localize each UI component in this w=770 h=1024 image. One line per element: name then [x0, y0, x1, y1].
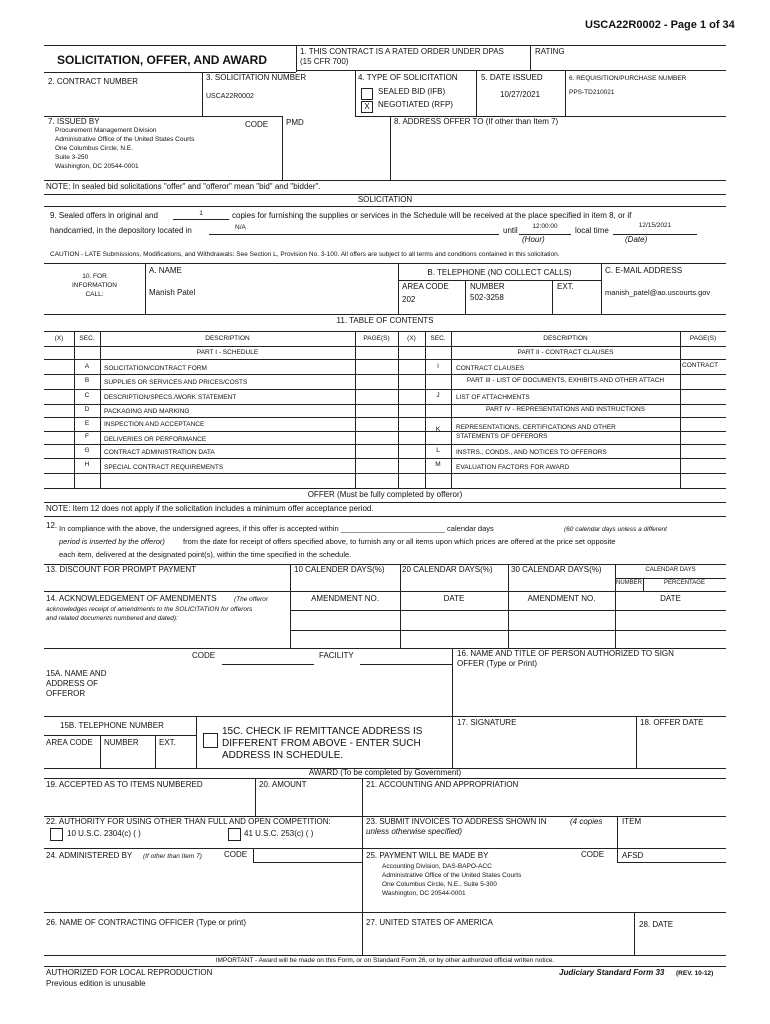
- toc-sec: B: [84, 377, 90, 384]
- hour-field[interactable]: [519, 225, 571, 235]
- sealed-offers-text-cont: copies for furnishing the supplies or services in the Schedule will be received at the place specified in item 8, or if: [232, 211, 632, 220]
- toc-sec: A: [84, 363, 90, 370]
- discount-20-days: 20 CALENDAR DAYS(%): [402, 565, 493, 574]
- toc-sec: I: [437, 363, 439, 370]
- payment-label: 25. PAYMENT WILL BE MADE BY: [366, 851, 489, 860]
- rated-order-cfr: (15 CFR 700): [300, 57, 349, 66]
- usc-2304-checkbox[interactable]: [50, 828, 63, 841]
- area-code-label: AREA CODE: [402, 282, 449, 291]
- form-name: Judiciary Standard Form 33: [559, 968, 665, 977]
- discount-label: 13. DISCOUNT FOR PROMPT PAYMENT: [46, 565, 197, 574]
- usc-253-label: 41 U.S.C. 253(c) ( ): [244, 829, 314, 838]
- sealed-offers-text: 9. Sealed offers in original and: [50, 211, 158, 220]
- calendar-days-number-label: NUMBER: [615, 580, 642, 586]
- toc-sec: K: [435, 426, 441, 433]
- toc-sec: C: [84, 392, 90, 399]
- toc-sec: F: [85, 433, 89, 440]
- authorized-person-label-cont: OFFER (Type or Print): [457, 659, 538, 668]
- toc-desc: DELIVERIES OR PERFORMANCE: [104, 436, 207, 443]
- toc-desc: PACKAGING AND MARKING: [104, 408, 190, 415]
- issued-by-line: Procurement Management Division: [55, 127, 157, 134]
- offer-heading: OFFER (Must be fully completed by offeror): [307, 490, 463, 499]
- issued-by-line: Suite 3-250: [55, 154, 89, 161]
- negotiated-label: NEGOTIATED (RFP): [378, 100, 453, 109]
- toc-desc: EVALUATION FACTORS FOR AWARD: [456, 464, 570, 471]
- previous-edition-note: Previous edition is unusable: [46, 979, 146, 988]
- offeror-telephone-label: 15B. TELEPHONE NUMBER: [60, 721, 164, 730]
- toc-col-desc: DESCRIPTION: [205, 335, 250, 342]
- sealed-bid-note: NOTE: In sealed bid solicitations "offer" and "offeror" mean "bid" and "bidder".: [46, 182, 321, 191]
- issued-by-line: Administrative Office of the United States Courts: [55, 136, 195, 143]
- acknowledgement-italic: (The offeror: [234, 596, 268, 603]
- administered-by-label: 24. ADMINISTERED BY: [46, 851, 133, 860]
- item-12-number: 12.: [46, 521, 58, 530]
- date-caption: (Date): [625, 235, 648, 244]
- issued-by-line: Washington, DC 20544-0001: [55, 163, 139, 170]
- discount-30-days: 30 CALENDAR DAYS(%): [511, 565, 602, 574]
- acknowledgement-italic: and related documents numbered and dated):: [46, 615, 178, 622]
- item-label: ITEM: [622, 817, 642, 826]
- toc-part-heading: PART I - SCHEDULE: [196, 349, 259, 356]
- item-12-text: In compliance with the above, the undersigned agrees, if this offer is accepted within _________________________ calendar days: [59, 524, 494, 533]
- toc-col-sec: SEC.: [79, 335, 95, 342]
- rating-label: RATING: [535, 47, 565, 56]
- info-label: CALL:: [85, 291, 104, 298]
- amount-label: 20. AMOUNT: [259, 780, 307, 789]
- item-12-text: each item, delivered at the designated point(s), within the time specified in the schedule.: [59, 550, 352, 559]
- contract-number-label: 2. CONTRACT NUMBER: [48, 77, 139, 86]
- payment-address-line: One Columbus Circle, N.E., Suite 5-300: [382, 881, 497, 888]
- toc-heading: 11. TABLE OF CONTENTS: [336, 316, 434, 325]
- date-issued-label: 5. DATE ISSUED: [481, 73, 543, 82]
- toc-sec: L: [436, 447, 440, 454]
- offeror-area-code-label: AREA CODE: [46, 738, 93, 747]
- solicitation-number: USCA22R0002: [206, 93, 254, 100]
- toc-desc: CONTRACT ADMINISTRATION DATA: [104, 449, 215, 456]
- info-label: INFORMATION: [71, 282, 117, 289]
- email-label: C. E-MAIL ADDRESS: [605, 266, 683, 275]
- telephone-label: B. TELEPHONE (NO COLLECT CALLS): [427, 268, 572, 277]
- acknowledgement-label: 14. ACKNOWLEDGEMENT OF AMENDMENTS: [46, 594, 217, 603]
- toc-part-heading: PART III - LIST OF DOCUMENTS, EXHIBITS AND OTHER ATTACH: [466, 377, 665, 384]
- date-issued: 10/27/2021: [500, 90, 541, 99]
- sealed-bid-checkbox[interactable]: [361, 88, 373, 100]
- contact-name: Manish Patel: [149, 288, 196, 297]
- toc-desc: LIST OF ATTACHMENTS: [456, 394, 530, 401]
- acknowledgement-italic: acknowledges receipt of amendments to the SOLICITATION for offerors: [46, 606, 253, 613]
- award-heading: AWARD (To be completed by Government): [308, 768, 462, 777]
- toc-desc: REPRESENTATIONS, CERTIFICATIONS AND OTHER: [456, 424, 616, 431]
- toc-desc: INSTRS., CONDS., AND NOTICES TO OFFERORS: [456, 449, 607, 456]
- accounting-label: 21. ACCOUNTING AND APPROPRIATION: [366, 780, 519, 789]
- toc-col-x: (X): [407, 335, 416, 342]
- payment-code-label: CODE: [581, 850, 605, 859]
- solicitation-number-label: 3. SOLICITATION NUMBER: [206, 73, 307, 82]
- toc-sec: E: [84, 420, 90, 427]
- sealed-bid-label: SEALED BID (IFB): [378, 87, 446, 96]
- ext-label: EXT.: [557, 282, 574, 291]
- item-12-text: from the date for receipt of offers specified above, to furnish any or all items upon which prices are offered at the price set opposite: [183, 537, 616, 546]
- remittance-label: DIFFERENT FROM ABOVE - ENTER SUCH: [222, 738, 421, 749]
- hour-caption: (Hour): [522, 235, 545, 244]
- calendar-days-label: CALENDAR DAYS: [645, 567, 696, 573]
- page-label: USCA22R0002 - Page 1 of 34: [585, 19, 735, 31]
- solicitation-heading: SOLICITATION: [357, 195, 413, 204]
- offeror-code-label: CODE: [192, 651, 216, 660]
- rated-order-label: 1. THIS CONTRACT IS A RATED ORDER UNDER DPAS: [300, 47, 504, 56]
- requisition-number: PPS-TD210021: [569, 89, 615, 96]
- award-date-label: 28. DATE: [639, 920, 674, 929]
- toc-sec: J: [436, 392, 440, 399]
- form-title: SOLICITATION, OFFER, AND AWARD: [57, 53, 267, 67]
- local-time-label: local time: [575, 226, 609, 235]
- usc-253-checkbox[interactable]: [228, 828, 241, 841]
- remittance-label: ADDRESS IN SCHEDULE.: [222, 750, 344, 761]
- copies-value: 1: [199, 210, 203, 217]
- toc-sec: G: [84, 447, 90, 454]
- hour-value: 12:00:00: [532, 223, 558, 230]
- item-12-italic: period is inserted by the offeror): [59, 537, 165, 546]
- offeror-number-label: NUMBER: [104, 738, 139, 747]
- issued-by-line: One Columbus Circle, N.E.: [55, 145, 134, 152]
- copies-field[interactable]: [173, 210, 229, 220]
- facility-label: FACILITY: [319, 651, 354, 660]
- calendar-days-percentage-label: PERCENTAGE: [664, 580, 705, 586]
- negotiated-checkbox[interactable]: [361, 101, 373, 113]
- toc-col-sec: SEC.: [430, 335, 446, 342]
- amendment-no-label: AMENDMENT NO.: [311, 594, 379, 603]
- address-offer-label: 8. ADDRESS OFFER TO (If other than Item 7): [394, 117, 559, 126]
- area-code: 202: [402, 295, 416, 304]
- toc-desc: CONTRACT CLAUSES: [456, 365, 525, 372]
- toc-desc: SPECIAL CONTRACT REQUIREMENTS: [104, 464, 224, 471]
- contact-name-label: A. NAME: [149, 266, 182, 275]
- phone-number-label: NUMBER: [470, 282, 505, 291]
- handcarried-text: handcarried, in the depository located in: [50, 226, 192, 235]
- payment-address-line: Administrative Office of the United States Courts: [382, 872, 522, 879]
- toc-part-heading: PART II - CONTRACT CLAUSES: [517, 349, 614, 356]
- toc-col-pages: PAGE(S): [689, 335, 717, 342]
- payment-code: AFSD: [622, 851, 644, 860]
- toc-sec: M: [435, 461, 441, 468]
- authorized-person-label: 16. NAME AND TITLE OF PERSON AUTHORIZED TO SIGN: [457, 649, 674, 658]
- phone-number: 502-3258: [470, 293, 504, 302]
- issued-by-label: 7. ISSUED BY: [48, 117, 100, 126]
- caution-text: CAUTION - LATE Submissions, Modifications, and Withdrawals: See Section L, Provision No. 3-100. All offers are subject to all terms and conditions contained in this solicitation.: [50, 251, 560, 258]
- remittance-checkbox[interactable]: [203, 733, 218, 748]
- authority-label: 22. AUTHORITY FOR USING OTHER THAN FULL AND OPEN COMPETITION:: [46, 817, 331, 826]
- submit-invoices-italic: unless otherwise specified): [366, 827, 463, 836]
- amendment-date-label: DATE: [443, 594, 465, 603]
- important-notice: IMPORTANT - Award will be made on this Form, or on Standard Form 26, or by other authorized official written notice.: [215, 957, 555, 964]
- date-field[interactable]: [613, 222, 697, 235]
- depository-value: N/A: [235, 224, 246, 231]
- offeror-ext-label: EXT.: [159, 738, 176, 747]
- toc-desc: DESCRIPTION/SPECS./WORK STATEMENT: [104, 394, 237, 401]
- contracting-officer-label: 26. NAME OF CONTRACTING OFFICER (Type or print): [46, 918, 247, 927]
- administered-by-italic: (If other than Item 7): [143, 853, 202, 860]
- amendment-no-label: AMENDMENT NO.: [527, 594, 596, 603]
- accepted-items-label: 19. ACCEPTED AS TO ITEMS NUMBERED: [46, 780, 203, 789]
- amendment-date-label: DATE: [660, 594, 681, 603]
- depository-field[interactable]: [209, 225, 499, 235]
- offeror-name-label: 15A. NAME AND: [46, 669, 107, 678]
- toc-pages-value: CONTRACT: [682, 362, 719, 369]
- info-label: 10. FOR: [82, 273, 107, 280]
- solicitation-type-label: 4. TYPE OF SOLICITATION: [358, 73, 458, 82]
- offeror-name-label: OFFEROR: [46, 689, 86, 698]
- negotiated-check-mark: X: [364, 102, 370, 111]
- offer-date-label: 18. OFFER DATE: [640, 718, 704, 727]
- usc-2304-label: 10 U.S.C. 2304(c) ( ): [67, 829, 141, 838]
- toc-desc: SUPPLIES OR SERVICES AND PRICES/COSTS: [104, 379, 248, 386]
- toc-col-pages: PAGE(S): [363, 335, 390, 342]
- payment-address-line: Washington, DC 20544-0001: [382, 890, 466, 897]
- toc-desc: STATEMENTS OF OFFERORS: [456, 433, 548, 440]
- united-states-label: 27. UNITED STATES OF AMERICA: [366, 918, 493, 927]
- item-12-italic: (60 calendar days unless a different: [564, 526, 667, 533]
- toc-col-x: (X): [54, 335, 64, 342]
- payment-address-line: Accounting Division, DAS-BAPO-ACC: [382, 863, 492, 870]
- toc-part-heading: PART IV - REPRESENTATIONS AND INSTRUCTIONS: [485, 406, 646, 413]
- requisition-label: 6. REQUISITION/PURCHASE NUMBER: [569, 75, 687, 82]
- toc-desc: SOLICITATION/CONTRACT FORM: [104, 365, 207, 372]
- submit-invoices-label: 23. SUBMIT INVOICES TO ADDRESS SHOWN IN: [366, 817, 547, 826]
- until-label: until: [503, 226, 518, 235]
- administered-code-label: CODE: [224, 850, 248, 859]
- toc-desc: INSPECTION AND ACCEPTANCE: [104, 421, 205, 428]
- toc-col-desc: DESCRIPTION: [543, 335, 588, 342]
- submit-invoices-italic: (4 copies: [570, 817, 603, 826]
- remittance-label: 15C. CHECK IF REMITTANCE ADDRESS IS: [222, 726, 423, 737]
- toc-sec: H: [84, 461, 90, 468]
- signature-label: 17. SIGNATURE: [457, 718, 517, 727]
- issued-by-code-label: CODE: [245, 120, 269, 129]
- offeror-name-label: ADDRESS OF: [46, 679, 99, 688]
- toc-sec: D: [84, 406, 90, 413]
- issued-by-code: PMD: [286, 118, 304, 127]
- date-value: 12/15/2021: [638, 222, 672, 229]
- form-revision: (REV. 10-12): [676, 970, 714, 977]
- email-address: manish_patel@ao.uscourts.gov: [605, 288, 711, 297]
- discount-10-days: 10 CALENDER DAYS(%): [294, 565, 385, 574]
- offer-note: NOTE: Item 12 does not apply if the solicitation includes a minimum offer acceptance period.: [46, 504, 374, 513]
- authorized-reproduction: AUTHORIZED FOR LOCAL REPRODUCTION: [46, 968, 213, 977]
